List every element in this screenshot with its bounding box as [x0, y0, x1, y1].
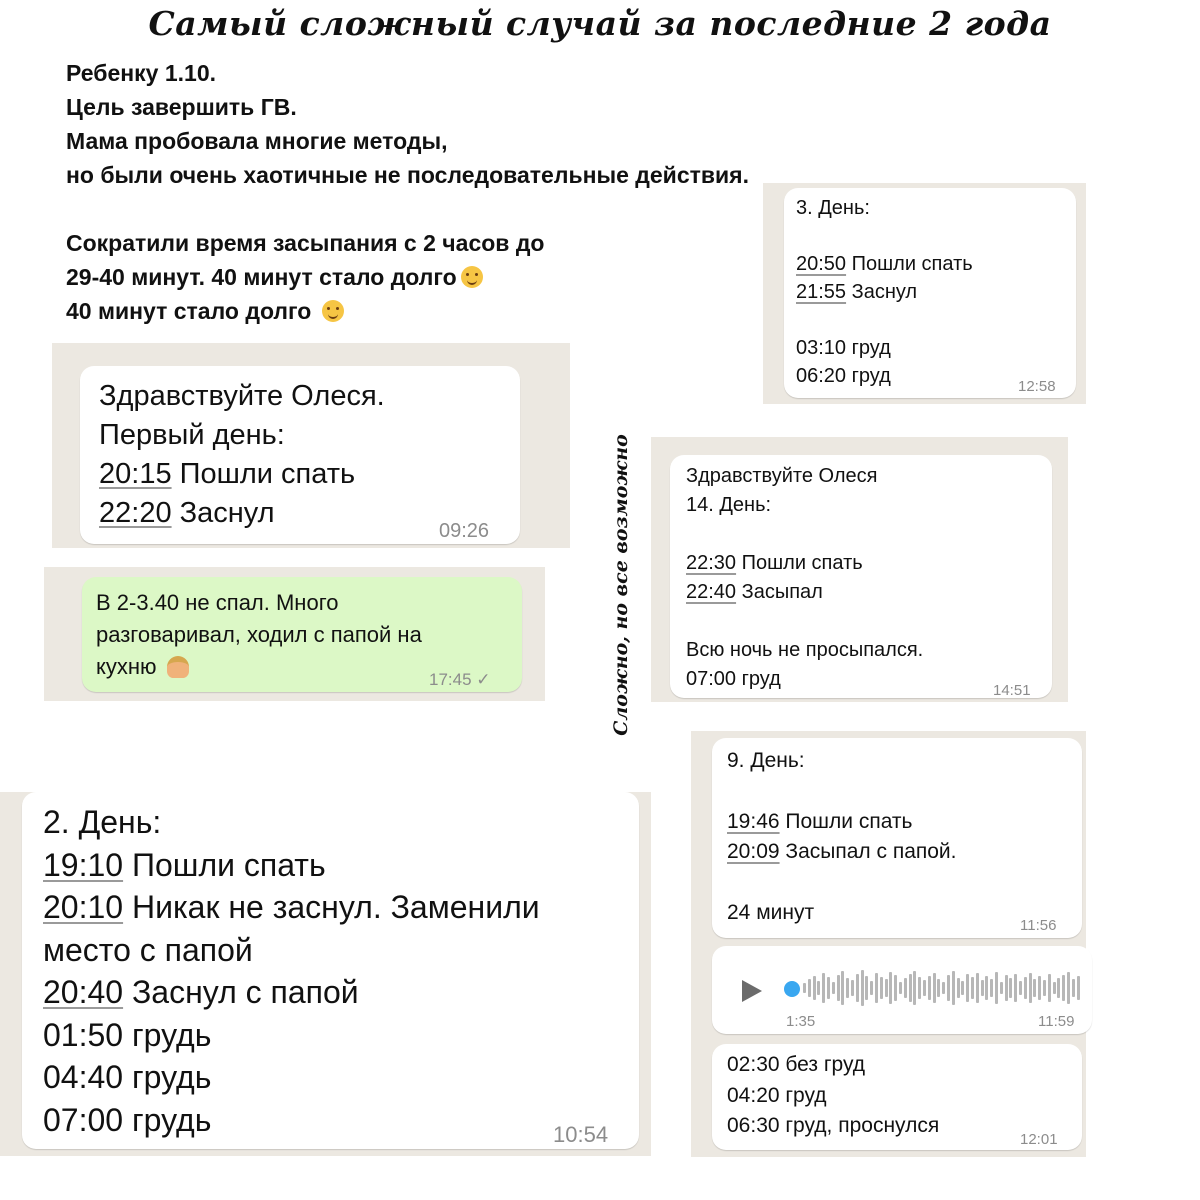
- message-note: [82, 577, 522, 692]
- waveform-bar: [909, 974, 912, 1002]
- intro-line: но были очень хаотичные не последовательные действия.: [66, 162, 749, 188]
- waveform-bar: [813, 976, 816, 1000]
- message-text: Засыпал с папой.: [779, 840, 957, 863]
- waveform-bar: [865, 976, 868, 1000]
- message-line: Здравствуйте Олеся: [686, 465, 878, 487]
- waveform-bar: [957, 978, 960, 998]
- waveform-bar: [1019, 981, 1022, 995]
- time-link[interactable]: 22:30: [686, 552, 737, 574]
- waveform-bar: [981, 980, 984, 996]
- intro-line: Мама пробовала многие методы,: [66, 128, 448, 154]
- waveform-bar: [837, 975, 840, 1001]
- time-link[interactable]: 21:55: [796, 281, 847, 303]
- message-line: 07:00 груд: [686, 668, 781, 690]
- message-day9: [712, 738, 1082, 938]
- winking-tongue-emoji-icon: [461, 266, 483, 288]
- intro-line-emoji: 29-40 минут. 40 минут стало долго: [66, 260, 749, 294]
- voice-progress-handle[interactable]: [784, 981, 800, 997]
- message-timestamp: 09:26: [439, 520, 490, 542]
- waveform-bar: [1014, 974, 1017, 1002]
- waveform-bar: [803, 983, 806, 993]
- waveform-bar: [995, 972, 998, 1004]
- facepalm-emoji-icon: [167, 656, 189, 678]
- voice-duration: 1:35: [786, 1013, 816, 1030]
- waveform-bar: [889, 972, 892, 1004]
- message-line: 03:10 груд: [796, 337, 891, 359]
- waveform-bar: [937, 979, 940, 997]
- waveform-bar: [933, 973, 936, 1003]
- intro-text: [66, 56, 749, 328]
- message-last: [712, 1044, 1082, 1150]
- waveform-bar: [885, 979, 888, 997]
- wink-emoji-icon: [322, 300, 344, 322]
- page-title: Самый сложный случай за последние 2 года: [148, 4, 1052, 43]
- message-text: Заснул с папой: [123, 974, 359, 1010]
- time-link[interactable]: 20:50: [796, 253, 847, 275]
- message-text: Никак не заснул. Заменили: [123, 889, 540, 925]
- message-timestamp: 10:54: [553, 1122, 609, 1147]
- waveform-bar: [827, 977, 830, 999]
- message-text: Пошли спать: [736, 552, 863, 574]
- waveform-bar: [856, 974, 859, 1002]
- waveform-bar: [1062, 975, 1065, 1001]
- message-timestamp: 11:56: [1020, 917, 1057, 934]
- waveform-bar: [918, 977, 921, 999]
- waveform-bar: [913, 971, 916, 1005]
- message-line: 01:50 грудь: [43, 1016, 212, 1053]
- waveform-bar: [947, 975, 950, 1001]
- waveform-bar: [976, 973, 979, 1003]
- message-line: 06:30 груд, проснулся: [727, 1114, 940, 1137]
- time-link[interactable]: 20:10: [43, 889, 124, 925]
- message-line: 06:20 груд: [796, 365, 891, 387]
- message-line: 24 минут: [727, 900, 815, 924]
- time-link[interactable]: 19:46: [727, 809, 780, 833]
- waveform-bar: [1024, 977, 1027, 999]
- waveform-bar: [966, 974, 969, 1002]
- message-day2: [22, 792, 639, 1149]
- waveform-bar: [880, 977, 883, 999]
- message-line: кухню: [96, 654, 157, 679]
- waveform-bar: [875, 973, 878, 1003]
- message-text: Пошли спать: [846, 253, 973, 275]
- waveform-bar: [808, 979, 811, 997]
- message-line: Всю ночь не просыпался.: [686, 639, 924, 661]
- intro-line: Цель завершить ГВ.: [66, 94, 297, 120]
- waveform-bar: [1009, 978, 1012, 998]
- message-line: 07:00 грудь: [43, 1101, 212, 1138]
- message-line: 9. День:: [727, 749, 805, 772]
- waveform-bar: [1072, 979, 1075, 997]
- waveform-bar: [971, 977, 974, 999]
- waveform-bar: [1000, 982, 1003, 994]
- waveform-bar: [870, 981, 873, 995]
- intro-line-emoji: 40 минут стало долго: [66, 294, 749, 328]
- message-line: 2. День:: [43, 804, 162, 840]
- time-link[interactable]: 22:20: [99, 497, 172, 529]
- waveform-bar: [832, 982, 835, 994]
- waveform-bar: [1029, 973, 1032, 1003]
- waveform-bar: [928, 976, 931, 1000]
- waveform-bar: [1057, 978, 1060, 998]
- voice-waveform[interactable]: [803, 970, 1083, 1006]
- message-day3: [784, 188, 1076, 398]
- message-line: 04:20 груд: [727, 1083, 827, 1107]
- waveform-bar: [899, 982, 902, 994]
- waveform-bar: [985, 976, 988, 1000]
- time-link[interactable]: 20:09: [727, 840, 780, 863]
- waveform-bar: [990, 979, 993, 997]
- waveform-bar: [846, 978, 849, 998]
- waveform-bar: [1067, 972, 1070, 1004]
- waveform-bar: [894, 975, 897, 1001]
- message-line: разговаривал, ходил с папой на: [96, 622, 422, 647]
- waveform-bar: [942, 982, 945, 994]
- message-text: Заснул: [171, 497, 275, 529]
- waveform-bar: [851, 980, 854, 996]
- time-link[interactable]: 20:15: [99, 458, 172, 490]
- message-line: Здравствуйте Олеся.: [99, 380, 385, 412]
- waveform-bar: [822, 973, 825, 1003]
- message-line: 02:30 без груд: [727, 1053, 866, 1076]
- waveform-bar: [1033, 979, 1036, 997]
- waveform-bar: [1077, 976, 1080, 1000]
- waveform-bar: [1005, 975, 1008, 1001]
- waveform-bar: [1053, 982, 1056, 994]
- waveform-bar: [1038, 976, 1041, 1000]
- message-text: Пошли спать: [171, 458, 356, 490]
- message-line: 14. День:: [686, 494, 772, 516]
- message-timestamp: 12:58: [1018, 378, 1056, 395]
- message-timestamp: 17:45 ✓: [429, 670, 491, 689]
- intro-line: Сократили время засыпания с 2 часов до: [66, 230, 545, 256]
- waveform-bar: [952, 971, 955, 1005]
- waveform-bar: [923, 980, 926, 996]
- waveform-bar: [1043, 980, 1046, 996]
- play-icon[interactable]: [742, 980, 762, 1002]
- waveform-bar: [904, 978, 907, 998]
- message-text: Засыпал: [736, 581, 823, 603]
- message-line: 04:40 грудь: [43, 1059, 212, 1095]
- waveform-bar: [861, 970, 864, 1006]
- intro-line: Ребенку 1.10.: [66, 60, 216, 86]
- message-line: 3. День:: [796, 197, 870, 219]
- message-line: В 2-3.40 не спал. Много: [96, 590, 339, 615]
- waveform-bar: [841, 971, 844, 1005]
- message-day1: [80, 366, 520, 544]
- message-timestamp: 11:59: [1038, 1013, 1075, 1030]
- message-line: Первый день:: [99, 419, 285, 451]
- message-timestamp: 14:51: [993, 682, 1031, 699]
- message-timestamp: 12:01: [1020, 1131, 1058, 1148]
- message-text: Пошли спать: [123, 846, 326, 883]
- waveform-bar: [961, 981, 964, 995]
- time-link[interactable]: 19:10: [43, 846, 124, 883]
- time-link[interactable]: 22:40: [686, 581, 737, 603]
- message-text: Пошли спать: [779, 809, 913, 833]
- message-text: Заснул: [846, 281, 918, 303]
- waveform-bar: [817, 981, 820, 995]
- vertical-caption: Сложно, но все возможно: [610, 434, 632, 736]
- message-line: место с папой: [43, 931, 253, 968]
- waveform-bar: [1048, 974, 1051, 1002]
- time-link[interactable]: 20:40: [43, 974, 124, 1010]
- message-day14: [670, 455, 1052, 698]
